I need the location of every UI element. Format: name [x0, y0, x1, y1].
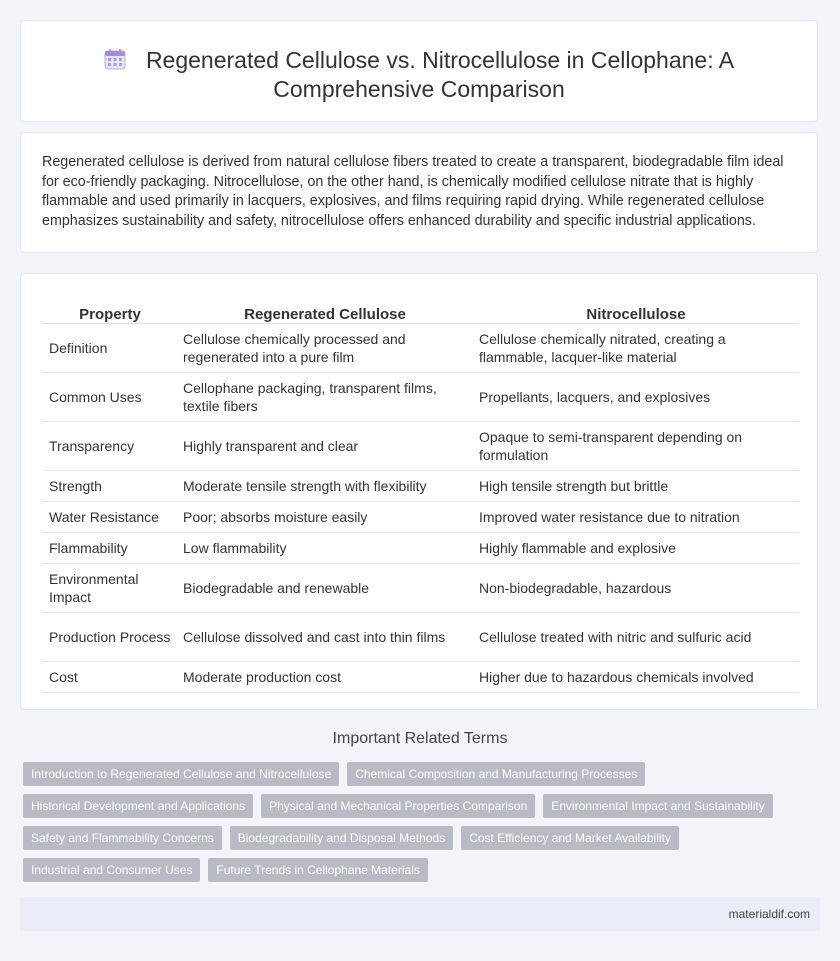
nitrocellulose-cell: High tensile strength but brittle [473, 471, 799, 502]
property-cell: Production Process [43, 613, 177, 662]
property-cell: Strength [43, 471, 177, 502]
nitrocellulose-cell: Opaque to semi-transparent depending on formulation [473, 422, 799, 471]
regenerated-cell: Poor; absorbs moisture easily [177, 502, 473, 533]
footer-bar [20, 897, 820, 931]
related-term-tag[interactable]: Chemical Composition and Manufacturing Processes [347, 762, 645, 786]
header-regenerated-cellulose: Regenerated Cellulose [177, 296, 473, 324]
related-terms-title: Important Related Terms [332, 730, 508, 747]
intro-card [20, 132, 818, 253]
table-header-row [43, 296, 799, 324]
property-cell: Environmental Impact [43, 564, 177, 613]
related-terms-list [23, 762, 803, 882]
page-title: Regenerated Cellulose vs. Nitrocellulose in Cellophane: A Comprehensive Comparison [145, 47, 735, 102]
regenerated-cell: Cellulose dissolved and cast into thin films [177, 613, 473, 662]
nitrocellulose-cell: Higher due to hazardous chemicals involved [473, 662, 799, 693]
property-cell: Definition [43, 324, 177, 373]
calendar-icon [104, 48, 126, 70]
regenerated-cell: Biodegradable and renewable [177, 564, 473, 613]
table-row [43, 373, 799, 422]
table-row [43, 662, 799, 693]
comparison-table [43, 296, 799, 693]
regenerated-cell: Cellophane packaging, transparent films, textile fibers [177, 373, 473, 422]
nitrocellulose-cell: Cellulose treated with nitric and sulfuric acid [473, 613, 799, 662]
property-cell: Transparency [43, 422, 177, 471]
regenerated-cell: Moderate tensile strength with flexibility [177, 471, 473, 502]
related-term-tag[interactable]: Introduction to Regenerated Cellulose and Nitrocellulose [23, 762, 339, 786]
table-row [43, 324, 799, 373]
comparison-table-card [20, 273, 818, 710]
table-row [43, 613, 799, 662]
header-nitrocellulose: Nitrocellulose [473, 296, 799, 324]
related-term-tag[interactable]: Physical and Mechanical Properties Comparison [261, 794, 535, 818]
property-cell: Flammability [43, 533, 177, 564]
page-title-wrap [81, 46, 757, 104]
table-row [43, 471, 799, 502]
related-term-tag[interactable]: Future Trends in Cellophane Materials [208, 858, 427, 882]
related-term-tag[interactable]: Cost Efficiency and Market Availability [461, 826, 679, 850]
table-row [43, 533, 799, 564]
header-card [20, 20, 818, 122]
property-cell: Common Uses [43, 373, 177, 422]
property-cell: Cost [43, 662, 177, 693]
nitrocellulose-cell: Improved water resistance due to nitration [473, 502, 799, 533]
regenerated-cell: Moderate production cost [177, 662, 473, 693]
nitrocellulose-cell: Cellulose chemically nitrated, creating a flammable, lacquer-like material [473, 324, 799, 373]
nitrocellulose-cell: Highly flammable and explosive [473, 533, 799, 564]
intro-text: Regenerated cellulose is derived from natural cellulose fibers treated to create a transparent, biodegradable film ideal for eco-friendly packaging. Nitrocellulose, on the other hand, is chemically modified cellulose nitrate that is highly flammable and used primarily in lacquers, explosives, and films requiring rapid drying. While regenerated cellulose emphasizes sustainability and safety, nitrocellulose offers enhanced durability and specific industrial applications. [42, 154, 784, 229]
related-term-tag[interactable]: Historical Development and Applications [23, 794, 253, 818]
related-term-tag[interactable]: Safety and Flammability Concerns [23, 826, 222, 850]
related-term-tag[interactable]: Biodegradability and Disposal Methods [230, 826, 453, 850]
nitrocellulose-cell: Non-biodegradable, hazardous [473, 564, 799, 613]
footer-site-link[interactable]: materialdif.com [728, 907, 810, 921]
related-term-tag[interactable]: Environmental Impact and Sustainability [543, 794, 772, 818]
table-row [43, 422, 799, 471]
table-row [43, 502, 799, 533]
table-row [43, 564, 799, 613]
nitrocellulose-cell: Propellants, lacquers, and explosives [473, 373, 799, 422]
regenerated-cell: Cellulose chemically processed and regenerated into a pure film [177, 324, 473, 373]
related-term-tag[interactable]: Industrial and Consumer Uses [23, 858, 200, 882]
header-property: Property [43, 296, 177, 324]
property-cell: Water Resistance [43, 502, 177, 533]
regenerated-cell: Low flammability [177, 533, 473, 564]
regenerated-cell: Highly transparent and clear [177, 422, 473, 471]
